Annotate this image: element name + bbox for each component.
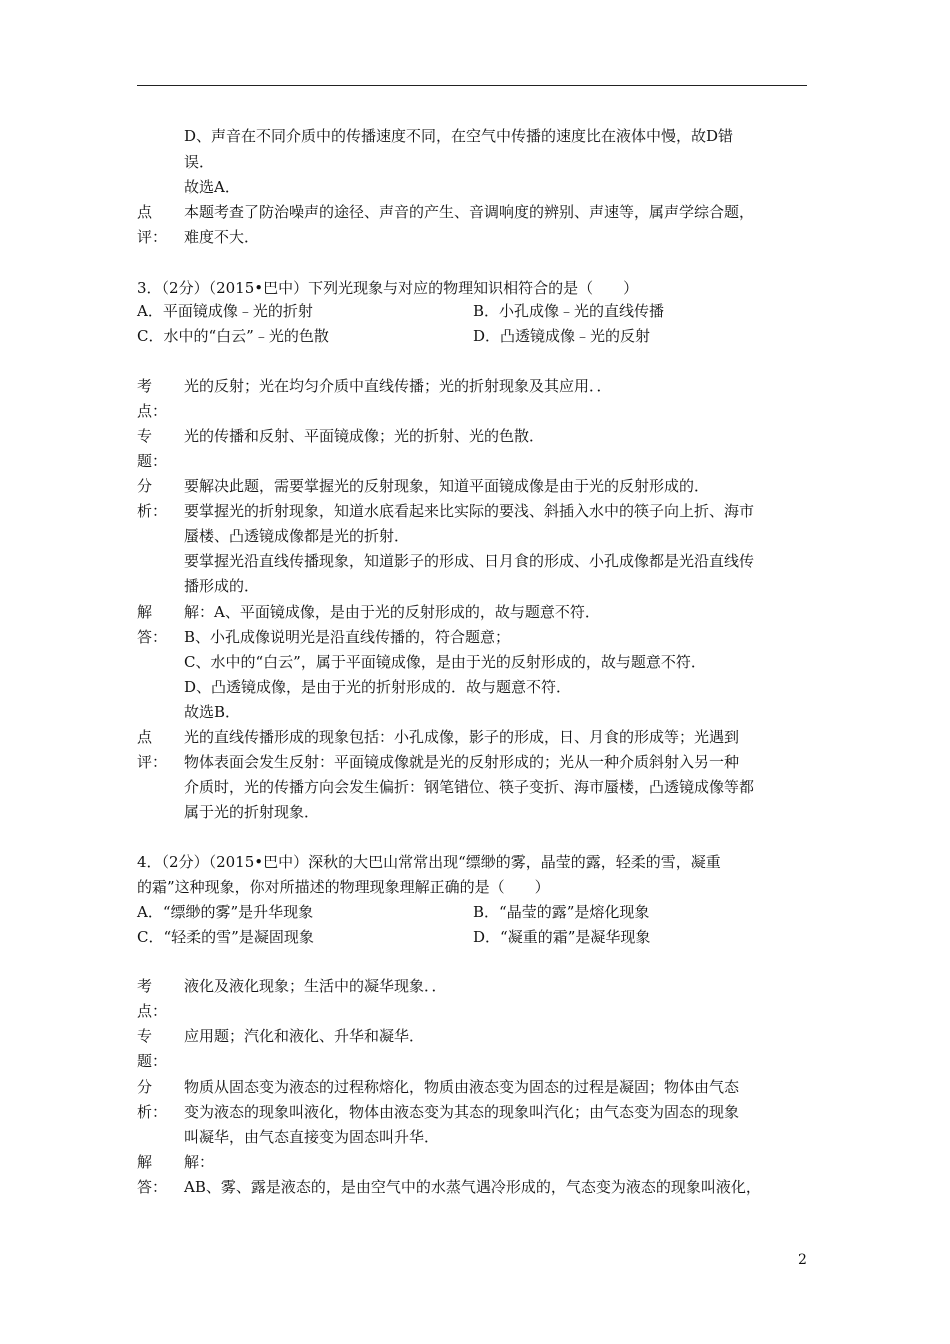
prev-d-line2: 误． xyxy=(184,153,215,171)
q3-dianping-label-1: 点 xyxy=(137,728,153,746)
page-number: 2 xyxy=(798,1252,807,1268)
q3-dianping-line: 属于光的折射现象． xyxy=(184,803,320,821)
q3-option-d: D．凸透镜成像﹣光的反射 xyxy=(473,327,651,345)
q4-jieda-label-2: 答： xyxy=(137,1178,168,1196)
prev-comment-line2: 难度不大． xyxy=(184,228,260,246)
q4-stem-line1: 4．（2分）（2015•巴中）深秋的大巴山常常出现“缥缈的雾，晶莹的露，轻柔的雪，凝重 xyxy=(137,853,721,871)
q4-zhuanti-label-1: 专 xyxy=(137,1027,153,1045)
q3-jieda-line: B、小孔成像说明光是沿直线传播的，符合题意； xyxy=(184,628,511,646)
q3-fenxi-line: 要掌握光的折射现象，知道水底看起来比实际的要浅、斜插入水中的筷子向上折、海市 xyxy=(184,502,755,520)
q3-fenxi-line: 蜃楼、凸透镜成像都是光的折射． xyxy=(184,527,410,545)
prev-d-line1: D、声音在不同介质中的传播速度不同，在空气中传播的速度比在液体中慢，故D错 xyxy=(184,127,734,145)
q4-jieda-line: AB、雾、露是液态的，是由空气中的水蒸气遇冷形成的，气态变为液态的现象叫液化， xyxy=(184,1178,761,1196)
q4-kaodian-label-2: 点： xyxy=(137,1002,168,1020)
q3-fenxi-line: 要解决此题，需要掌握光的反射现象，知道平面镜成像是由于光的反射形成的． xyxy=(184,477,710,495)
q3-option-b: B．小孔成像﹣光的直线传播 xyxy=(473,302,665,320)
header-rule xyxy=(137,85,807,86)
q3-jieda-line: 解：A、平面镜成像，是由于光的反射形成的，故与题意不符． xyxy=(184,603,600,621)
prev-answer: 故选A． xyxy=(184,178,240,196)
q3-dianping-line: 光的直线传播形成的现象包括：小孔成像，影子的形成，日、月食的形成等；光遇到 xyxy=(184,728,740,746)
q3-fenxi-line: 要掌握光沿直线传播现象，知道影子的形成、日月食的形成、小孔成像都是光沿直线传 xyxy=(184,552,755,570)
q3-kaodian-label-2: 点： xyxy=(137,402,168,420)
q4-fenxi-line: 变为液态的现象叫液化，物体由液态变为其态的现象叫汽化；由气态变为固态的现象 xyxy=(184,1103,740,1121)
q4-kaodian-label-1: 考 xyxy=(137,977,153,995)
prev-comment-label-2: 评： xyxy=(137,228,168,246)
q3-option-a: A．平面镜成像﹣光的折射 xyxy=(137,302,313,320)
q3-jieda-line: C、水中的“白云”，属于平面镜成像，是由于光的反射形成的，故与题意不符． xyxy=(184,653,706,671)
q3-dianping-line: 物体表面会发生反射：平面镜成像就是光的反射形成的；光从一种介质斜射入另一种 xyxy=(184,753,740,771)
q3-zhuanti-label-1: 专 xyxy=(137,427,153,445)
prev-comment-line1: 本题考查了防治噪声的途径、声音的产生、音调响度的辨别、声速等，属声学综合题， xyxy=(184,203,755,221)
q4-kaodian: 液化及液化现象；生活中的凝华现象．． xyxy=(184,977,447,995)
q3-fenxi-label-1: 分 xyxy=(137,477,153,495)
q3-jieda-label-1: 解 xyxy=(137,603,153,621)
q4-fenxi-label-2: 析： xyxy=(137,1103,168,1121)
q4-jieda-line: 解： xyxy=(184,1153,215,1171)
q3-option-c: C．水中的“白云”﹣光的色散 xyxy=(137,327,329,345)
q4-stem-line2: 的霜”这种现象，你对所描述的物理现象理解正确的是（ ） xyxy=(137,878,550,896)
q3-zhuanti: 光的传播和反射、平面镜成像；光的折射、光的色散． xyxy=(184,427,545,445)
q3-jieda-line: 故选B． xyxy=(184,703,241,721)
q3-dianping-line: 介质时，光的传播方向会发生偏折：钢笔错位、筷子变折、海市蜃楼，凸透镜成像等都 xyxy=(184,778,755,796)
q4-zhuanti-label-2: 题： xyxy=(137,1052,168,1070)
q3-dianping-label-2: 评： xyxy=(137,753,168,771)
q4-option-c: C．“轻柔的雪”是凝固现象 xyxy=(137,928,314,946)
q4-option-b: B．“晶莹的露”是熔化现象 xyxy=(473,903,650,921)
q3-kaodian-label-1: 考 xyxy=(137,377,153,395)
q4-fenxi-line: 叫凝华，由气态直接变为固态叫升华． xyxy=(184,1128,440,1146)
q3-fenxi-line: 播形成的． xyxy=(184,577,260,595)
q4-option-d: D．“凝重的霜”是凝华现象 xyxy=(473,928,651,946)
q3-jieda-line: D、凸透镜成像，是由于光的折射形成的．故与题意不符． xyxy=(184,678,572,696)
q3-zhuanti-label-2: 题： xyxy=(137,452,168,470)
q4-fenxi-label-1: 分 xyxy=(137,1078,153,1096)
q4-fenxi-line: 物质从固态变为液态的过程称熔化，物质由液态变为固态的过程是凝固；物体由气态 xyxy=(184,1078,740,1096)
prev-comment-label-1: 点 xyxy=(137,203,153,221)
q3-jieda-label-2: 答： xyxy=(137,628,168,646)
q3-kaodian: 光的反射；光在均匀介质中直线传播；光的折射现象及其应用．． xyxy=(184,377,612,395)
q3-stem: 3．（2分）（2015•巴中）下列光现象与对应的物理知识相符合的是（ ） xyxy=(137,279,639,297)
q4-zhuanti: 应用题；汽化和液化、升华和凝华． xyxy=(184,1027,425,1045)
q4-jieda-label-1: 解 xyxy=(137,1153,153,1171)
q3-fenxi-label-2: 析： xyxy=(137,502,168,520)
q4-option-a: A．“缥缈的雾”是升华现象 xyxy=(137,903,314,921)
